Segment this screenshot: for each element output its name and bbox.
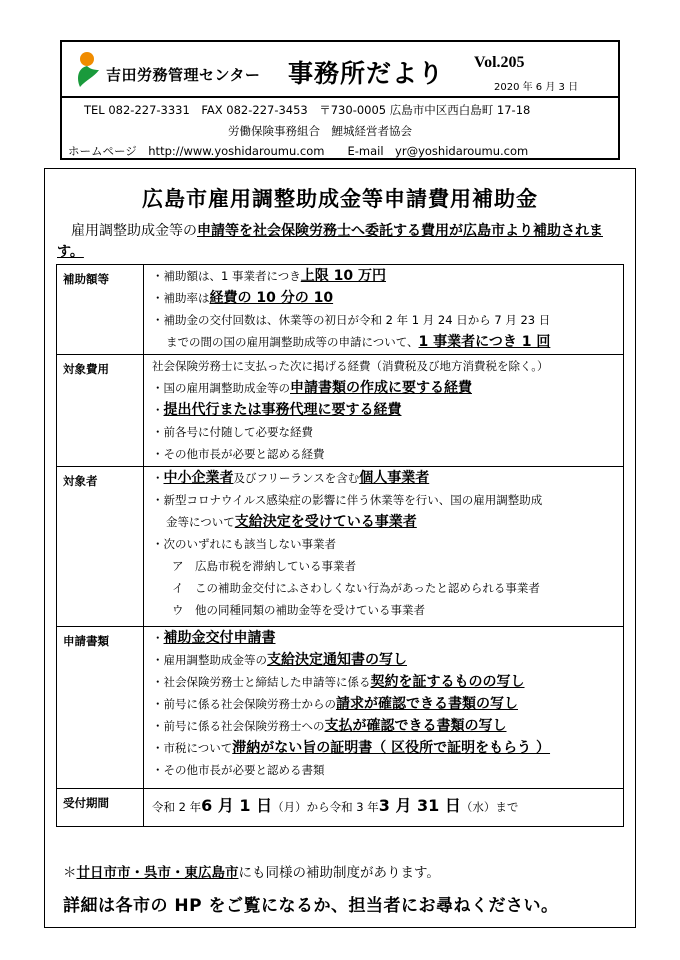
association-line: 労働保険事務組合 鯉城経営者協会 <box>228 124 412 138</box>
intro-text: 雇用調整助成金等の <box>71 223 197 239</box>
company-logo <box>72 50 102 90</box>
other-cities-note: ＊廿日市市・呉市・東広島市にも同様の補助制度があります。 <box>63 865 440 881</box>
costs-line-4: ・前各号に付随して必要な経費 <box>152 425 313 439</box>
amount-line-2: ・補助率は経費の 10 分の 10 <box>152 290 334 306</box>
org-name: 吉田労務管理センター <box>106 66 261 84</box>
label-eligible: 対象者 <box>57 467 144 627</box>
eligible-line-5: ア 広島市税を滞納している事業者 <box>172 559 356 573</box>
content-eligible <box>144 467 624 627</box>
row-costs <box>57 355 624 467</box>
article-box <box>44 168 636 928</box>
intro-emphasis: 申請等を社会保険労務士へ委託する費用が広島市より補助されます。 <box>57 223 603 260</box>
period-line: 令和 2 年6 月 1 日（月）から令和 3 年3 月 31 日（水）まで <box>152 796 519 815</box>
costs-line-1: 社会保険労務士に支払った次に掲げる経費（消費税及び地方消費税を除く。） <box>152 359 549 373</box>
row-amount <box>57 265 624 355</box>
documents-line-6: ・市税について滞納がない旨の証明書（ 区役所で証明をもらう ） <box>152 740 551 756</box>
costs-line-3: ・提出代行または事務代理に要する経費 <box>152 402 402 418</box>
content-documents <box>144 627 624 789</box>
content-costs <box>144 355 624 467</box>
amount-line-1: ・補助額は、1 事業者につき上限 10 万円 <box>152 268 386 284</box>
label-amount: 補助額等 <box>57 265 144 355</box>
documents-line-3: ・社会保険労務士と締結した申請等に係る契約を証するものの写し <box>152 674 525 690</box>
eligible-line-6: イ この補助金交付にふさわしくない行為があったと認められる事業者 <box>172 581 540 595</box>
content-period <box>144 789 624 827</box>
eligible-line-4: ・次のいずれにも該当しない事業者 <box>152 537 336 551</box>
label-period: 受付期間 <box>57 789 144 827</box>
label-costs: 対象費用 <box>57 355 144 467</box>
issue-date: 2020 年 6 月 3 日 <box>494 82 579 93</box>
eligible-line-7: ウ 他の同種同類の補助金等を受けている事業者 <box>172 603 425 617</box>
documents-line-4: ・前号に係る社会保険労務士からの請求が確認できる書類の写し <box>152 696 518 712</box>
documents-line-1: ・補助金交付申請書 <box>152 630 276 646</box>
row-period <box>57 789 624 827</box>
eligible-line-1: ・中小企業者及びフリーランスを含む個人事業者 <box>152 470 430 486</box>
newsletter-title: 事務所だより <box>288 59 445 88</box>
amount-line-3: ・補助金の交付回数は、休業等の初日が令和 2 年 1 月 24 日から 7 月 23 日 <box>152 313 551 327</box>
costs-line-5: ・その他市長が必要と認める経費 <box>152 447 325 461</box>
eligible-line-3: 金等について支給決定を受けている事業者 <box>166 514 417 530</box>
header-top <box>62 42 618 98</box>
web-email-line: ホームページ http://www.yoshidaroumu.com E-mail yr@yoshidaroumu.com <box>68 144 529 158</box>
documents-line-7: ・その他市長が必要と認める書類 <box>152 763 325 777</box>
volume-number: Vol.205 <box>474 54 525 71</box>
subsidy-details-table <box>56 264 624 827</box>
documents-line-2: ・雇用調整助成金等の支給決定通知書の写し <box>152 652 407 668</box>
contact-line: TEL 082-227-3331 FAX 082-227-3453 〒730-0005 広島市中区西白島町 17-18 <box>84 103 531 117</box>
documents-line-5: ・前号に係る社会保険労務士への支払が確認できる書類の写し <box>152 718 507 734</box>
newsletter-header <box>60 40 620 160</box>
article-intro <box>57 221 622 263</box>
label-documents: 申請書類 <box>57 627 144 789</box>
article-title: 広島市雇用調整助成金等申請費用補助金 <box>142 187 538 211</box>
closing-message: 詳細は各市の HP をご覧になるか、担当者にお尋ねください。 <box>63 896 559 916</box>
eligible-line-2: ・新型コロナウイルス感染症の影響に伴う休業等を行い、国の雇用調整助成 <box>152 493 543 507</box>
content-amount <box>144 265 624 355</box>
row-documents <box>57 627 624 789</box>
costs-line-2: ・国の雇用調整助成金等の申請書類の作成に要する経費 <box>152 380 472 396</box>
amount-line-4: までの間の国の雇用調整助成等の申請について、1 事業者につき 1 回 <box>166 334 551 350</box>
row-eligible <box>57 467 624 627</box>
